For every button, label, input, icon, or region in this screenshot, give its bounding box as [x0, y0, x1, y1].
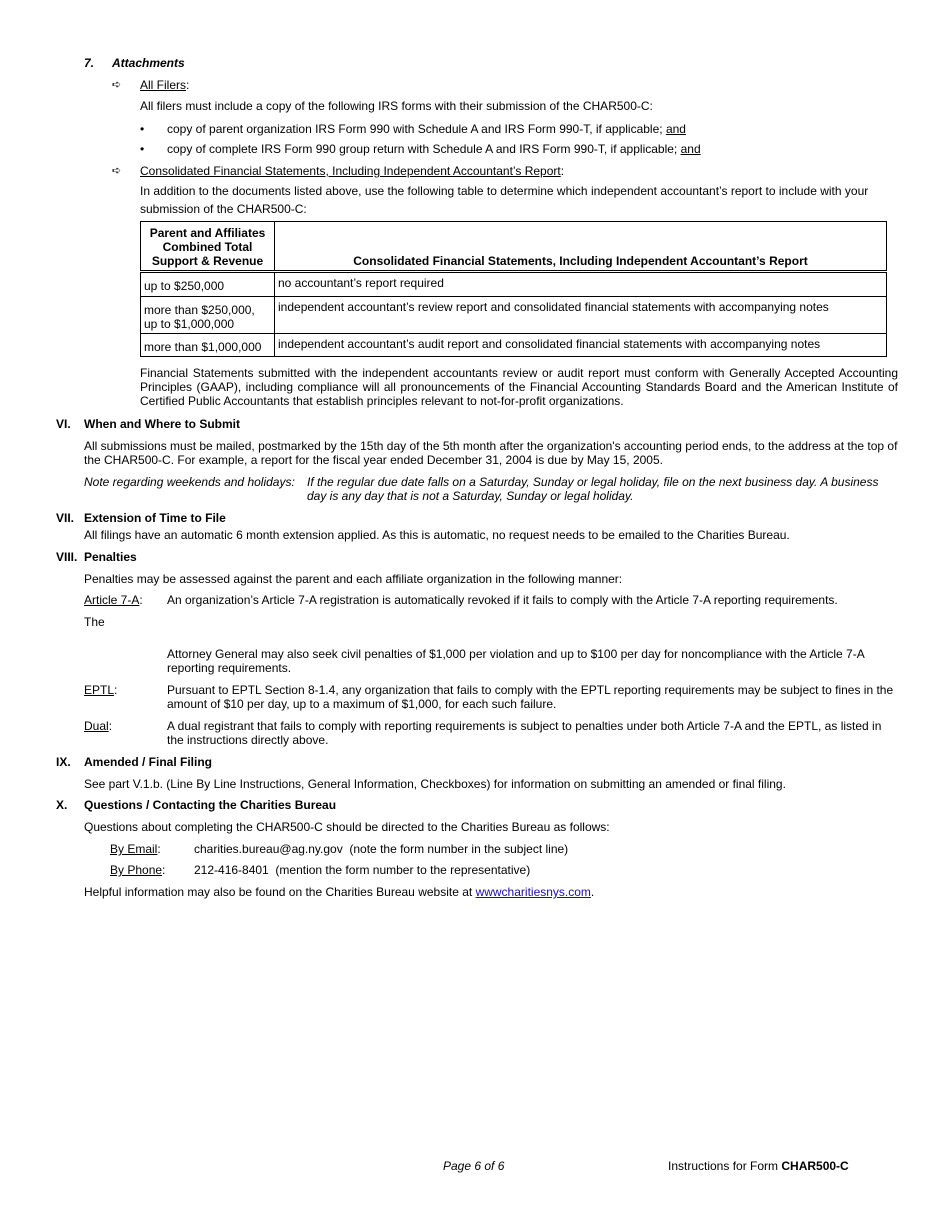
section-ix-body: See part V.1.b. (Line By Line Instructions, General Information, Checkboxes) for information on submitting an amended or final filing.: [84, 777, 786, 791]
period: .: [590, 885, 595, 899]
email-value: charities.bureau@ag.ny.gov (note the form number in the subject line): [194, 842, 569, 856]
colon: :: [560, 164, 565, 178]
consolidated-label: Consolidated Financial Statements, Including Independent Accountant’s Report: [140, 164, 561, 178]
section-vii-body: All filings have an automatic 6 month extension applied. As this is automatic, no request needs to be emailed to the Charities Bureau.: [84, 528, 790, 542]
email-label: [110, 842, 161, 856]
bullet-text: copy of complete IRS Form 990 group return with Schedule A and IRS Form 990-T, if applicable;: [167, 142, 681, 156]
section-viii-title: Penalties: [84, 550, 137, 564]
weekend-note-line-1: If the regular due date falls on a Saturday, Sunday or legal holiday, file on the next business day. A business: [307, 475, 879, 489]
section-ix-title: Amended / Final Filing: [84, 755, 213, 769]
eptl-label-text: EPTL: [84, 683, 115, 697]
section-viii-number: VIII.: [56, 550, 78, 564]
dual-text: A dual registrant that fails to comply with reporting requirements is subject to penalties under both Article 7-A and the EPTL, as listed in the instructions directly above.: [167, 719, 882, 747]
table-header-support: Parent and Affiliates Combined Total Support & Revenue: [141, 222, 275, 272]
table-header-row: [141, 222, 887, 272]
table-cell: independent accountant’s review report and consolidated financial statements with accompanying notes: [275, 297, 887, 334]
table-row: [141, 334, 887, 357]
section-7-number: 7.: [84, 56, 95, 70]
charities-website-link[interactable]: wwwcharitiesnys.com: [475, 885, 591, 899]
bullet-text: copy of parent organization IRS Form 990 with Schedule A and IRS Form 990-T, if applicable;: [167, 122, 666, 136]
all-filers-label: All Filers: [140, 78, 187, 92]
colon: :: [139, 593, 143, 607]
colon: :: [114, 683, 118, 697]
article-7a-the: The: [84, 615, 105, 629]
article-7a-label: [84, 593, 143, 607]
consolidated-intro: In addition to the documents listed above, use the following table to determine which independent accountant’s report to include with your submission of the CHAR500-C:: [140, 184, 869, 216]
section-vii-title: Extension of Time to File: [84, 511, 226, 525]
section-x-intro: Questions about completing the CHAR500-C should be directed to the Charities Bureau as follows:: [84, 820, 610, 834]
penalties-intro: Penalties may be assessed against the parent and each affiliate organization in the following manner:: [84, 572, 623, 586]
footer-instr-prefix: Instructions for Form: [668, 1159, 782, 1173]
email-label-text: By Email: [110, 842, 158, 856]
phone-label: [110, 863, 165, 877]
consolidated-heading: [140, 164, 564, 178]
section-x-title: Questions / Contacting the Charities Bureau: [84, 798, 337, 812]
section-vi-body: All submissions must be mailed, postmarked by the 15th day of the 5th month after the organization's accounting period ends, to the address at the top of the CHAR500-C. For example, a report for the fiscal year ended December 31, 2004 is due by May 15, 2005.: [84, 439, 898, 467]
bullet-icon: •: [140, 122, 145, 136]
section-7-title: Attachments: [112, 56, 185, 70]
table-row: [141, 272, 887, 297]
colon: :: [108, 719, 113, 733]
bullet-icon: •: [140, 142, 145, 156]
all-filers-intro: All filers must include a copy of the following IRS forms with their submission of the CHAR500-C:: [140, 99, 653, 113]
arrow-icon: ➪: [112, 165, 122, 177]
colon: :: [186, 78, 190, 92]
phone-label-text: By Phone: [110, 863, 163, 877]
arrow-icon: ➪: [112, 79, 122, 91]
section-vii-number: VII.: [56, 511, 75, 525]
section-x-number: X.: [56, 798, 68, 812]
phone-value: 212-416-8401 (mention the form number to the representative): [194, 863, 531, 877]
colon: :: [162, 863, 166, 877]
report-requirements-table: [140, 221, 887, 357]
page-number: Page 6 of 6: [443, 1159, 505, 1173]
dual-label-text: Dual: [84, 719, 109, 733]
table-cell: independent accountant’s audit report and consolidated financial statements with accompanying notes: [275, 334, 887, 357]
section-ix-number: IX.: [56, 755, 71, 769]
colon: :: [157, 842, 161, 856]
weekend-note-line-2: day is any day that is not a Saturday, Sunday or legal holiday.: [307, 489, 634, 503]
eptl-label: [84, 683, 117, 697]
table-row: [141, 297, 887, 334]
footer-form-name: CHAR500-C: [781, 1159, 849, 1173]
section-vi-title: When and Where to Submit: [84, 417, 240, 431]
table-cell: more than $1,000,000: [141, 334, 275, 357]
section-vi-number: VI.: [56, 417, 71, 431]
eptl-text: Pursuant to EPTL Section 8-1.4, any organization that fails to comply with the EPTL reporting requirements may be subject to fines in the amount of $10 per day, up to a maximum of $1,000, for each such failure.: [167, 683, 894, 711]
bullet-item-2: [167, 142, 701, 156]
helpful-info: [84, 885, 594, 899]
all-filers-heading: [140, 78, 189, 92]
bullet-item-1: [167, 122, 686, 136]
article-7a-label-text: Article 7-A: [84, 593, 140, 607]
gaap-note: Financial Statements submitted with the independent accountants review or audit report must conform with Generally Accepted Accounting Principles (GAAP), including compliance will all pronouncements of the Financial Accounting Standards Board and the American Institute of Certified Public Accountants that establish principles relevant to not-for-profit organizations.: [140, 366, 898, 408]
table-cell: up to $250,000: [141, 272, 275, 297]
table-header-report: Consolidated Financial Statements, Including Independent Accountant’s Report: [275, 222, 887, 272]
footer-form-title: [668, 1159, 849, 1173]
article-7a-text-2: Attorney General may also seek civil penalties of $1,000 per violation and up to $100 per day for noncompliance with the Article 7-A reporting requirements.: [167, 647, 865, 675]
bullet-conj: and: [665, 122, 686, 136]
table-cell: more than $250,000, up to $1,000,000: [141, 297, 275, 334]
article-7a-text: An organization’s Article 7-A registration is automatically revoked if it fails to comply with the Article 7-A reporting requirements.: [167, 593, 838, 607]
helpful-text: Helpful information may also be found on the Charities Bureau website at: [84, 885, 476, 899]
bullet-conj: and: [680, 142, 701, 156]
table-cell: no accountant’s report required: [275, 272, 887, 297]
weekend-note-label: Note regarding weekends and holidays:: [84, 475, 295, 489]
dual-label: [84, 719, 112, 733]
